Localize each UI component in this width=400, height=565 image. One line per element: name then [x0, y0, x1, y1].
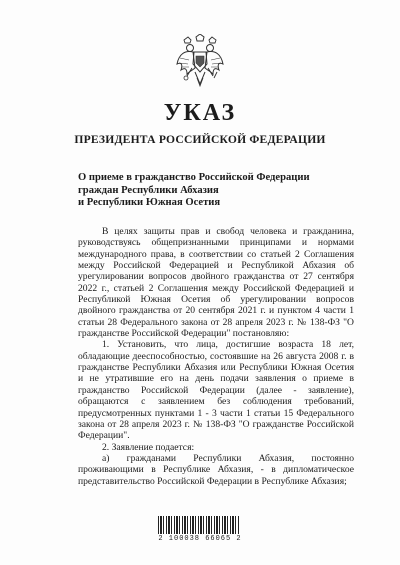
- heading-line: граждан Республики Абхазия: [78, 184, 219, 196]
- heading-line: и Республики Южная Осетия: [78, 197, 221, 208]
- decree-body: [78, 226, 354, 487]
- document-subtitle: ПРЕЗИДЕНТА РОССИЙСКОЙ ФЕДЕРАЦИИ: [74, 133, 326, 146]
- heading-line: О приеме в гражданство Российской Федерации: [78, 172, 310, 183]
- barcode: [158, 516, 240, 534]
- clause-2-paragraph: 2. Заявление подается:: [102, 441, 195, 453]
- preamble-paragraph: В целях защиты прав и свобод человека и гражданина, руководствуясь общепризнанными принципами и нормами международного права, в соответствии со статьей 2 Соглашения между Российской Федерацией и Республикой Абхазия об урегулировании вопросов двойного гражданства от 27 сентября 2022 г., статьей 2 Соглашения между Российской Федерацией и Республикой Южная Осетия об урегулировании вопросов двойного гражданства от 20 сентября 2021 г. и пунктом 4 части 1 статьи 28 Федерального закона от 28 апреля 2023 г. № 138-ФЗ "О гражданстве Российской Федерации" постановляю:: [78, 226, 354, 340]
- decree-heading: [78, 172, 338, 210]
- clause-2a-paragraph: а) гражданами Республики Абхазия, постоянно проживающими в Республике Абхазия, - в дипломатическое представительство Российской Федерации в Республике Абхазия;: [78, 452, 354, 487]
- barcode-number: 2 100038 66065 2: [158, 535, 242, 543]
- clause-1-paragraph: 1. Установить, что лица, достигшие возраста 18 лет, обладающие дееспособностью, состоявшие на 26 августа 2008 г. в гражданстве Республики Абхазия или Республики Южная Осетия и не утратившие его на день подачи заявления о приеме в гражданство Российской Федерации (далее - заявление), обращаются с заявлением без соблюдения требований, предусмотренных пунктами 1 - 3 части 1 статьи 15 Федерального закона от 28 апреля 2023 г. № 138-ФЗ "О гражданстве Российской Федерации".: [78, 339, 354, 442]
- russian-coat-of-arms-icon: [175, 34, 225, 90]
- document-title: УКАЗ: [163, 100, 237, 126]
